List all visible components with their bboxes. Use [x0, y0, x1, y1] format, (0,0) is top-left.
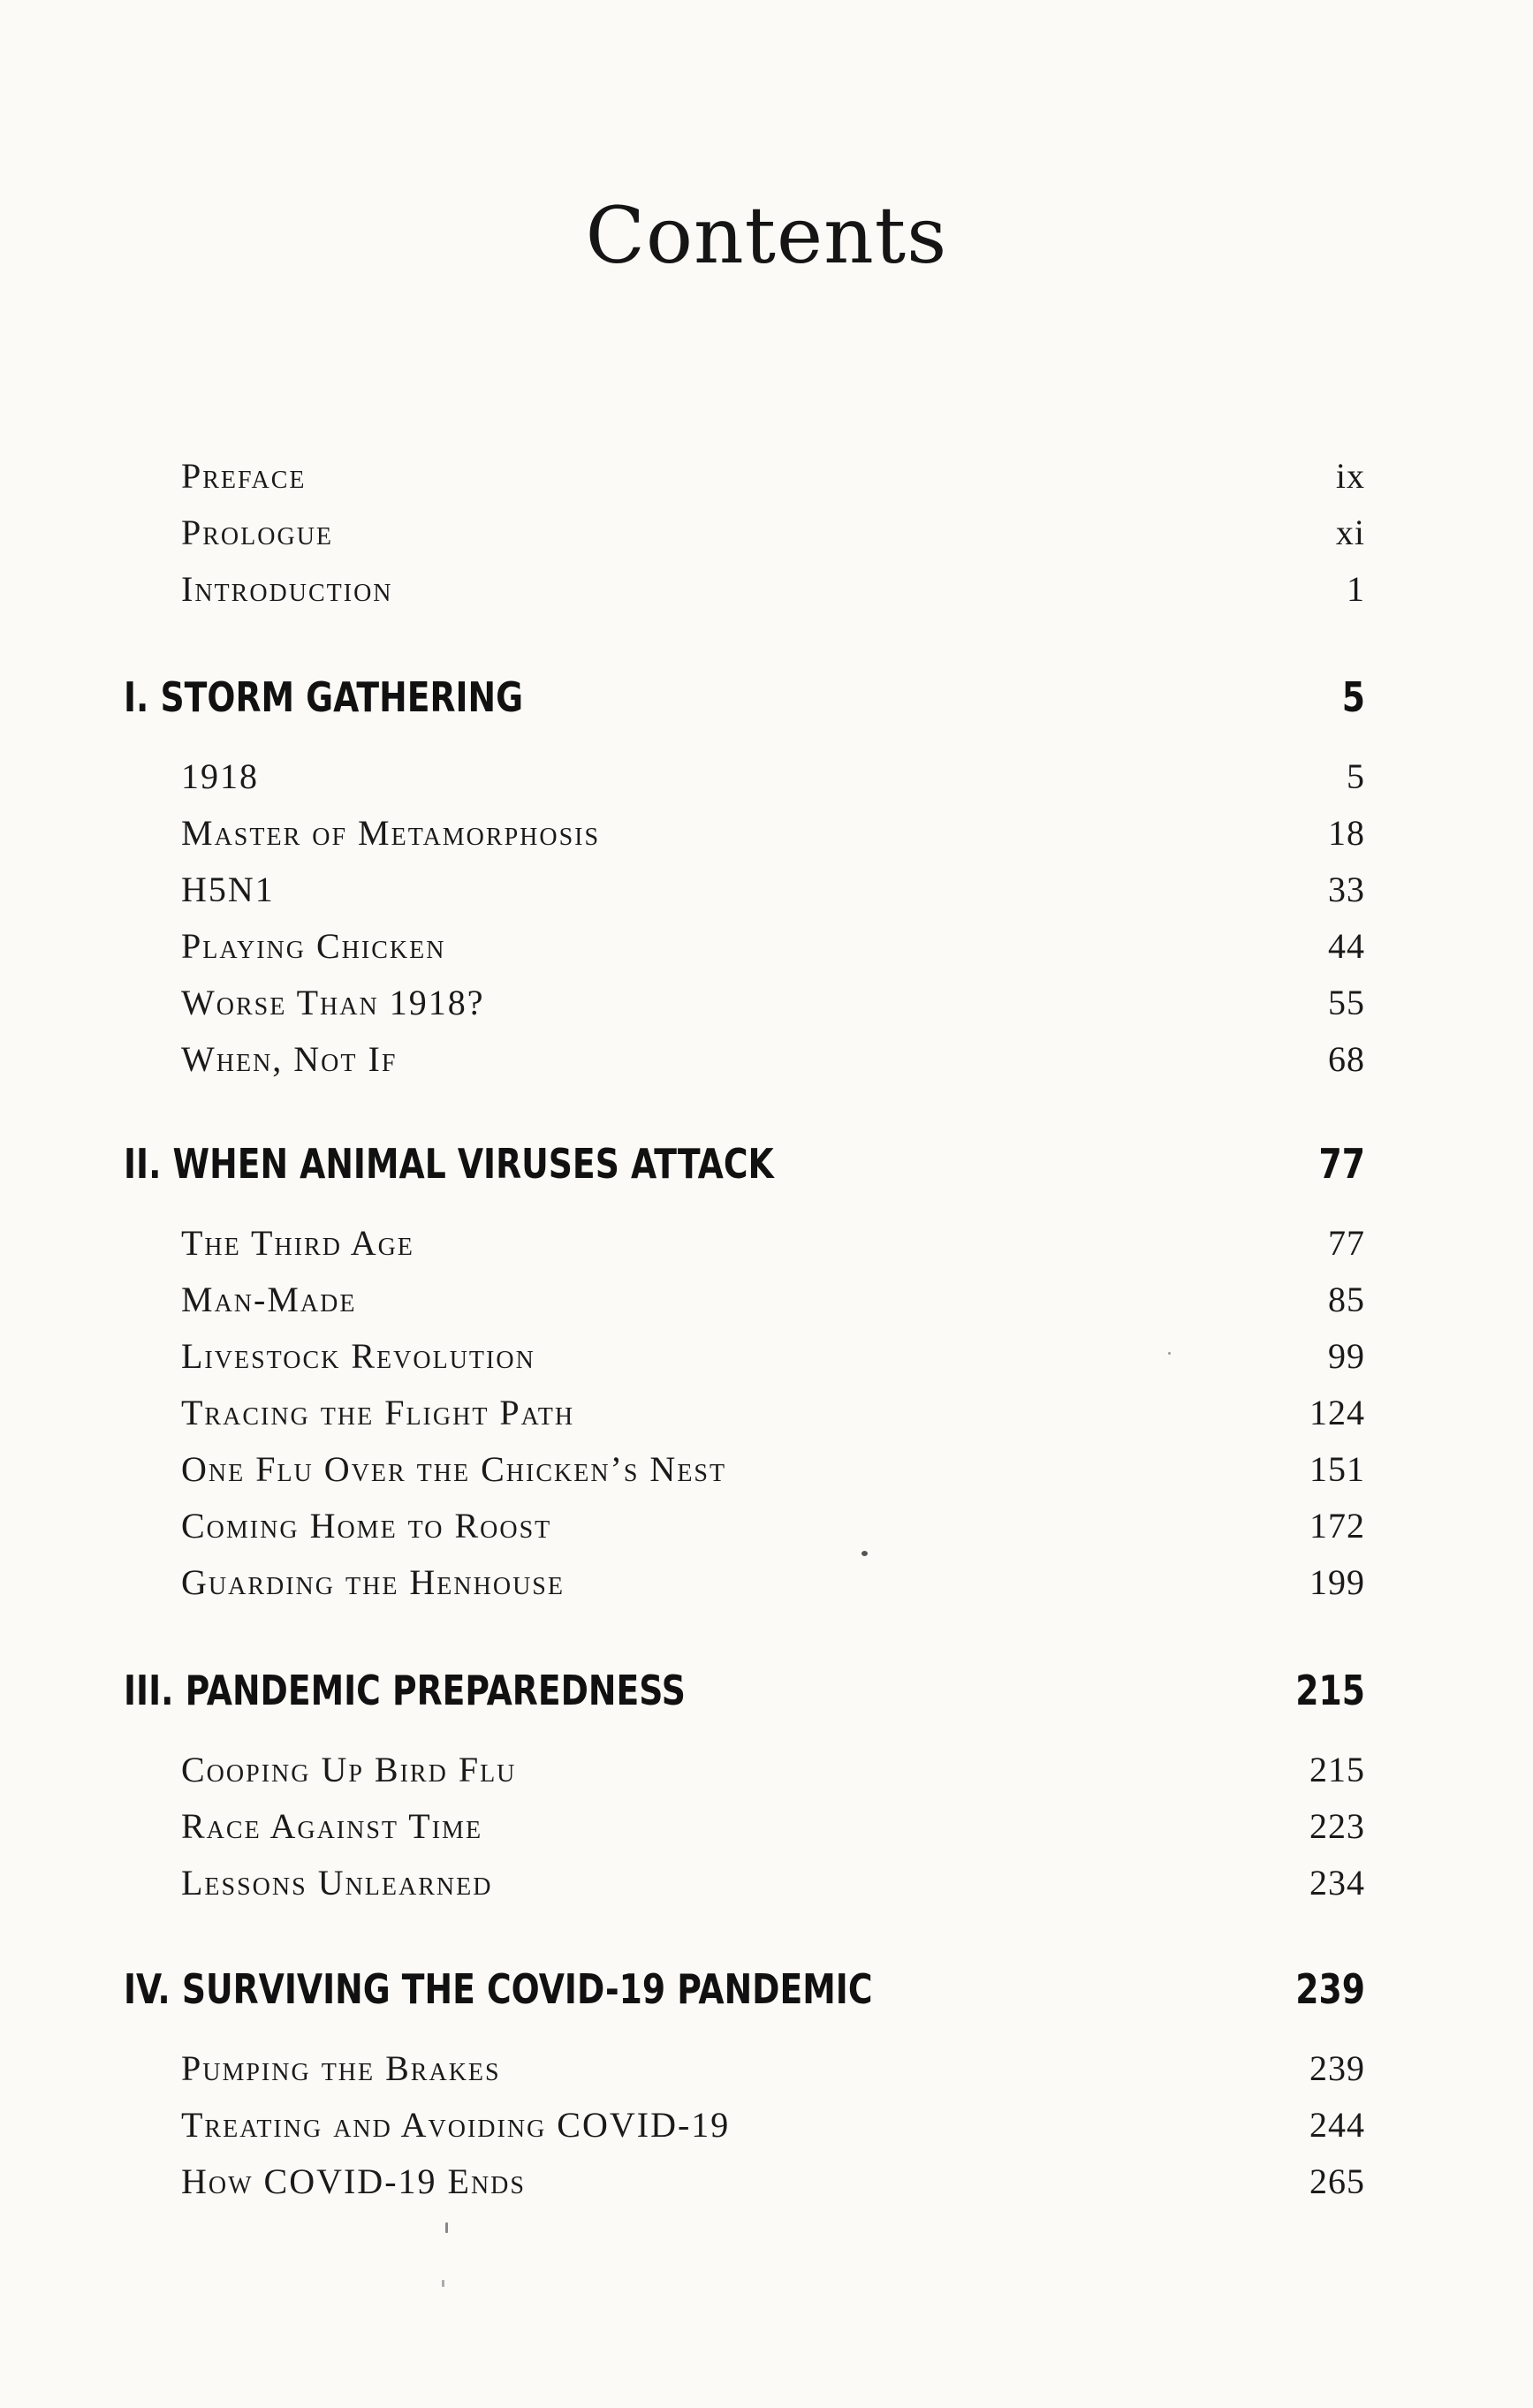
toc-entry-preface[interactable] — [181, 455, 1365, 501]
toc-entry-page: 55 — [1328, 983, 1365, 1022]
toc-entry-title: Coming Home to Roost — [181, 1506, 552, 1546]
toc-entry-title: 1918 — [181, 756, 259, 796]
toc-entry-title: H5N1 — [181, 870, 275, 909]
toc-entry[interactable] — [181, 1505, 1365, 1551]
toc-entry-page: 85 — [1328, 1280, 1365, 1319]
toc-entry-page: 5 — [1347, 756, 1365, 796]
toc-entry[interactable] — [181, 1222, 1365, 1268]
toc-entry-page: 215 — [1309, 1750, 1365, 1789]
toc-section-3[interactable] — [124, 1667, 1365, 1728]
section-page: 215 — [1295, 1667, 1365, 1714]
toc-entry-title: Race Against Time — [181, 1806, 483, 1846]
toc-section-1[interactable] — [124, 673, 1365, 735]
toc-entry-title: Guarding the Henhouse — [181, 1562, 565, 1602]
toc-entry[interactable] — [181, 2161, 1365, 2207]
toc-entry-title: Preface — [181, 456, 307, 496]
toc-entry[interactable] — [181, 2104, 1365, 2150]
toc-entry-title: When, Not If — [181, 1039, 398, 1079]
toc-entry[interactable] — [181, 812, 1365, 858]
toc-entry[interactable] — [181, 925, 1365, 971]
section-title: III. PANDEMIC PREPAREDNESS — [124, 1667, 686, 1714]
section-page: 77 — [1318, 1140, 1365, 1188]
toc-entry-page: 68 — [1328, 1039, 1365, 1079]
toc-entry-page: 265 — [1309, 2161, 1365, 2201]
toc-entry[interactable] — [181, 1335, 1365, 1381]
toc-entry-page: 199 — [1309, 1562, 1365, 1602]
toc-entry[interactable] — [181, 1038, 1365, 1084]
toc-entry-page: xi — [1335, 513, 1365, 552]
toc-entry-title: Man-Made — [181, 1280, 357, 1319]
scan-speck — [442, 2280, 444, 2287]
toc-entry-title: Worse Than 1918? — [181, 983, 485, 1022]
toc-entry[interactable] — [181, 1279, 1365, 1325]
section-page: 5 — [1341, 673, 1365, 721]
toc-entry[interactable] — [181, 1862, 1365, 1908]
toc-entry-page: 151 — [1309, 1449, 1365, 1489]
toc-entry-page: 244 — [1309, 2105, 1365, 2145]
toc-entry[interactable] — [181, 869, 1365, 915]
toc-entry-title: Pumping the Brakes — [181, 2048, 501, 2088]
toc-entry-page: 33 — [1328, 870, 1365, 909]
toc-entry-prologue[interactable] — [181, 512, 1365, 558]
scan-speck — [861, 1551, 868, 1556]
toc-entry-title: Playing Chicken — [181, 926, 446, 966]
toc-entry-title: The Third Age — [181, 1223, 414, 1263]
toc-entry[interactable] — [181, 1749, 1365, 1795]
section-title: I. STORM GATHERING — [124, 673, 524, 721]
toc-entry-introduction[interactable] — [181, 568, 1365, 614]
toc-entry-title: Treating and Avoiding COVID-19 — [181, 2105, 731, 2145]
toc-entry-page: 1 — [1347, 569, 1365, 609]
toc-section-4[interactable] — [124, 1965, 1365, 2027]
toc-entry-title: Introduction — [181, 569, 393, 609]
toc-entry-title: Livestock Revolution — [181, 1336, 535, 1376]
page-title: Contents — [585, 190, 948, 281]
toc-entry-title: Lessons Unlearned — [181, 1863, 493, 1903]
toc-entry-page: 99 — [1328, 1336, 1365, 1376]
toc-entry-title: How COVID-19 Ends — [181, 2161, 526, 2201]
toc-entry[interactable] — [181, 982, 1365, 1028]
toc-entry-page: 172 — [1309, 1506, 1365, 1546]
scan-speck — [445, 2222, 448, 2233]
toc-entry[interactable] — [181, 1561, 1365, 1607]
toc-entry-page: 234 — [1309, 1863, 1365, 1903]
toc-section-2[interactable] — [124, 1140, 1365, 1202]
toc-entry-title: One Flu Over the Chicken’s Nest — [181, 1449, 727, 1489]
toc-entry-title: Tracing the Flight Path — [181, 1393, 575, 1432]
toc-entry-title: Prologue — [181, 513, 334, 552]
toc-entry[interactable] — [181, 1392, 1365, 1438]
toc-entry-page: 18 — [1328, 813, 1365, 853]
section-title: IV. SURVIVING THE COVID-19 PANDEMIC — [124, 1965, 873, 2013]
toc-entry[interactable] — [181, 1805, 1365, 1851]
toc-entry-page: 239 — [1309, 2048, 1365, 2088]
toc-entry-page: 77 — [1328, 1223, 1365, 1263]
toc-entry-page: 44 — [1328, 926, 1365, 966]
scan-speck — [1168, 1352, 1171, 1355]
toc-entry[interactable] — [181, 1448, 1365, 1494]
toc-entry-page: ix — [1335, 456, 1365, 496]
toc-entry-title: Master of Metamorphosis — [181, 813, 601, 853]
toc-entry-page: 124 — [1309, 1393, 1365, 1432]
toc-entry-page: 223 — [1309, 1806, 1365, 1846]
section-title: II. WHEN ANIMAL VIRUSES ATTACK — [124, 1140, 774, 1188]
toc-entry[interactable] — [181, 756, 1365, 801]
section-page: 239 — [1295, 1965, 1365, 2013]
toc-entry-title: Cooping Up Bird Flu — [181, 1750, 517, 1789]
toc-entry[interactable] — [181, 2047, 1365, 2093]
